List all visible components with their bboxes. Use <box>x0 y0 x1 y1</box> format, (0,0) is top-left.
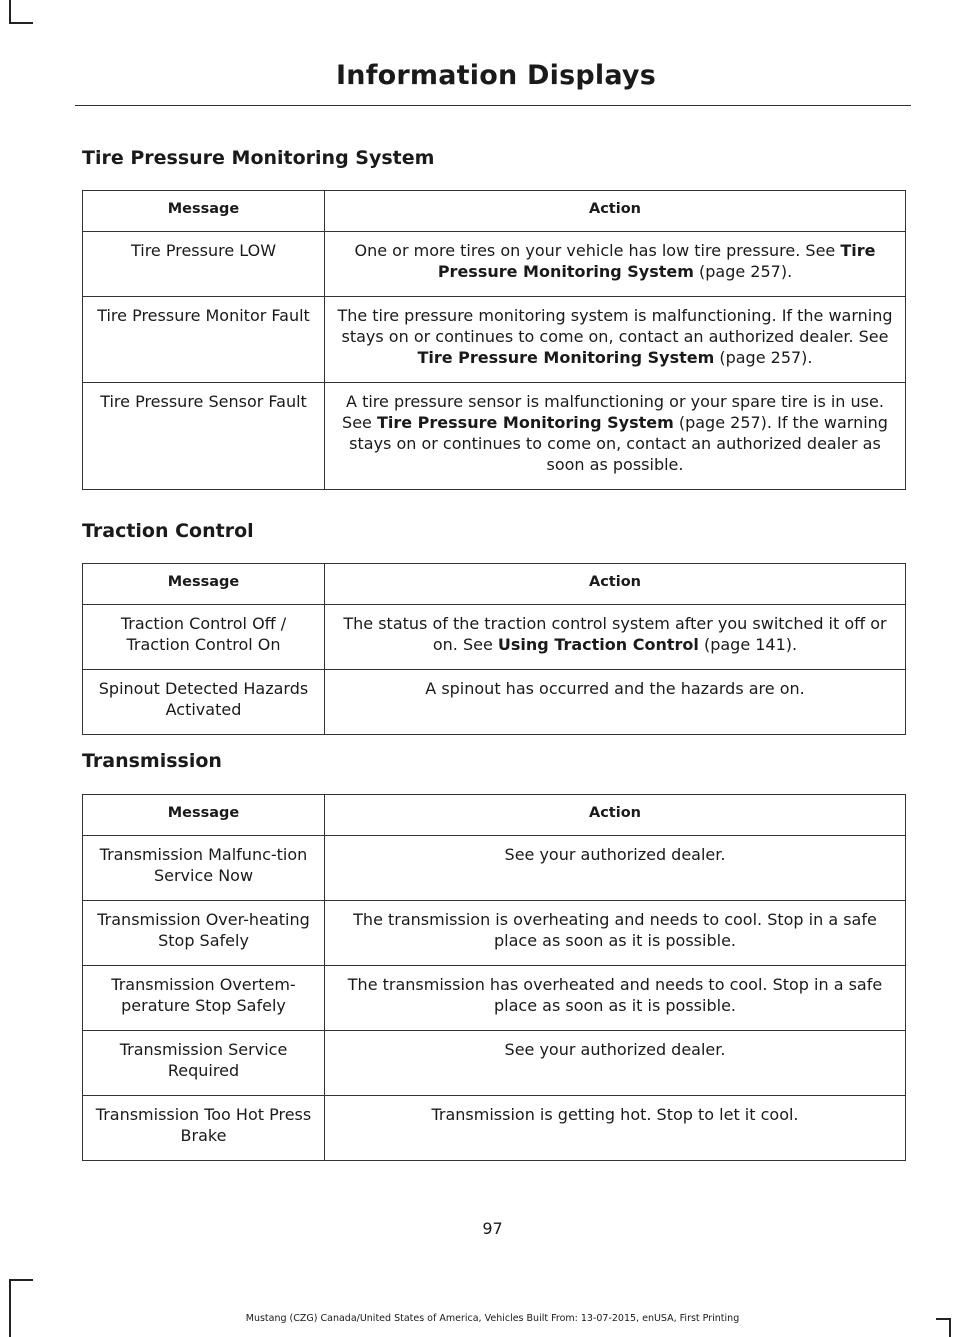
crop-mark <box>9 1279 11 1337</box>
column-header: Message <box>83 564 325 605</box>
message-cell: Tire Pressure Monitor Fault <box>83 297 325 383</box>
cross-reference-link: Tire Pressure Monitoring System <box>437 241 876 281</box>
table-row <box>83 297 906 383</box>
action-cell <box>325 670 906 735</box>
table-header-row <box>83 191 906 232</box>
message-cell: Tire Pressure LOW <box>83 232 325 297</box>
action-text: One or more tires on your vehicle has low tire pressure. See <box>354 241 841 260</box>
message-cell: Transmission Malfunc-tion Service Now <box>83 836 325 901</box>
action-cell <box>325 1031 906 1096</box>
message-table <box>82 563 906 735</box>
message-cell: Transmission Over-heating Stop Safely <box>83 901 325 966</box>
cross-reference-link: Tire Pressure Monitoring System <box>376 413 674 432</box>
action-text: The status of the traction control system after you switched it off or on. See <box>343 614 887 654</box>
table-row <box>83 232 906 297</box>
action-text: A spinout has occurred and the hazards are on. <box>425 679 805 698</box>
table-row <box>83 383 906 490</box>
action-cell <box>325 836 906 901</box>
message-cell: Spinout Detected Hazards Activated <box>83 670 325 735</box>
action-cell <box>325 232 906 297</box>
action-text: A tire pressure sensor is malfunctioning or your spare tire is in use. See <box>342 392 884 432</box>
column-header: Message <box>83 795 325 836</box>
action-text: (page 257). <box>693 262 793 281</box>
action-cell <box>325 1096 906 1161</box>
table-header-row <box>83 795 906 836</box>
table-row <box>83 901 906 966</box>
page-header: Information Displays <box>336 60 656 91</box>
section-title: Tire Pressure Monitoring System <box>82 147 435 169</box>
table-row <box>83 670 906 735</box>
cross-reference-link: Using Traction Control <box>497 635 699 654</box>
action-cell <box>325 297 906 383</box>
action-text: (page 141). <box>698 635 798 654</box>
section-title: Transmission <box>82 750 222 772</box>
column-header: Action <box>325 191 906 232</box>
message-cell: Traction Control Off / Traction Control On <box>83 605 325 670</box>
table-row <box>83 966 906 1031</box>
action-text: The transmission has overheated and needs to cool. Stop in a safe place as soon as it is possible. <box>347 975 883 1015</box>
action-cell <box>325 901 906 966</box>
message-table <box>82 190 906 490</box>
action-text: The tire pressure monitoring system is malfunctioning. If the warning stays on or continues to come on, contact an authorized dealer. See <box>337 306 893 346</box>
cross-reference-link: Tire Pressure Monitoring System <box>417 348 715 367</box>
page-number: 97 <box>482 1219 503 1238</box>
action-cell <box>325 383 906 490</box>
message-cell: Transmission Too Hot Press Brake <box>83 1096 325 1161</box>
action-text: (page 257). <box>714 348 813 367</box>
message-cell: Transmission Overtem-perature Stop Safely <box>83 966 325 1031</box>
message-table <box>82 794 906 1161</box>
header-rule <box>75 105 911 106</box>
table-row <box>83 836 906 901</box>
table-row <box>83 605 906 670</box>
section-title: Traction Control <box>82 520 254 542</box>
crop-mark <box>9 1279 33 1281</box>
column-header: Message <box>83 191 325 232</box>
message-cell: Transmission Service Required <box>83 1031 325 1096</box>
action-text: The transmission is overheating and needs to cool. Stop in a safe place as soon as it is possible. <box>353 910 877 950</box>
column-header: Action <box>325 564 906 605</box>
action-text: Transmission is getting hot. Stop to let it cool. <box>431 1105 799 1124</box>
table-row <box>83 1096 906 1161</box>
crop-mark <box>9 22 33 24</box>
message-cell: Tire Pressure Sensor Fault <box>83 383 325 490</box>
table-header-row <box>83 564 906 605</box>
crop-mark <box>9 0 11 24</box>
table-row <box>83 1031 906 1096</box>
page-footer: Mustang (CZG) Canada/United States of America, Vehicles Built From: 13-07-2015, enUSA, First Printing <box>245 1313 740 1324</box>
column-header: Action <box>325 795 906 836</box>
action-text: See your authorized dealer. <box>504 1040 726 1059</box>
action-text: (page 257). If the warning stays on or continues to come on, contact an authorized dealer as soon as possible. <box>349 413 888 474</box>
action-cell <box>325 966 906 1031</box>
action-text: See your authorized dealer. <box>504 845 726 864</box>
action-cell <box>325 605 906 670</box>
